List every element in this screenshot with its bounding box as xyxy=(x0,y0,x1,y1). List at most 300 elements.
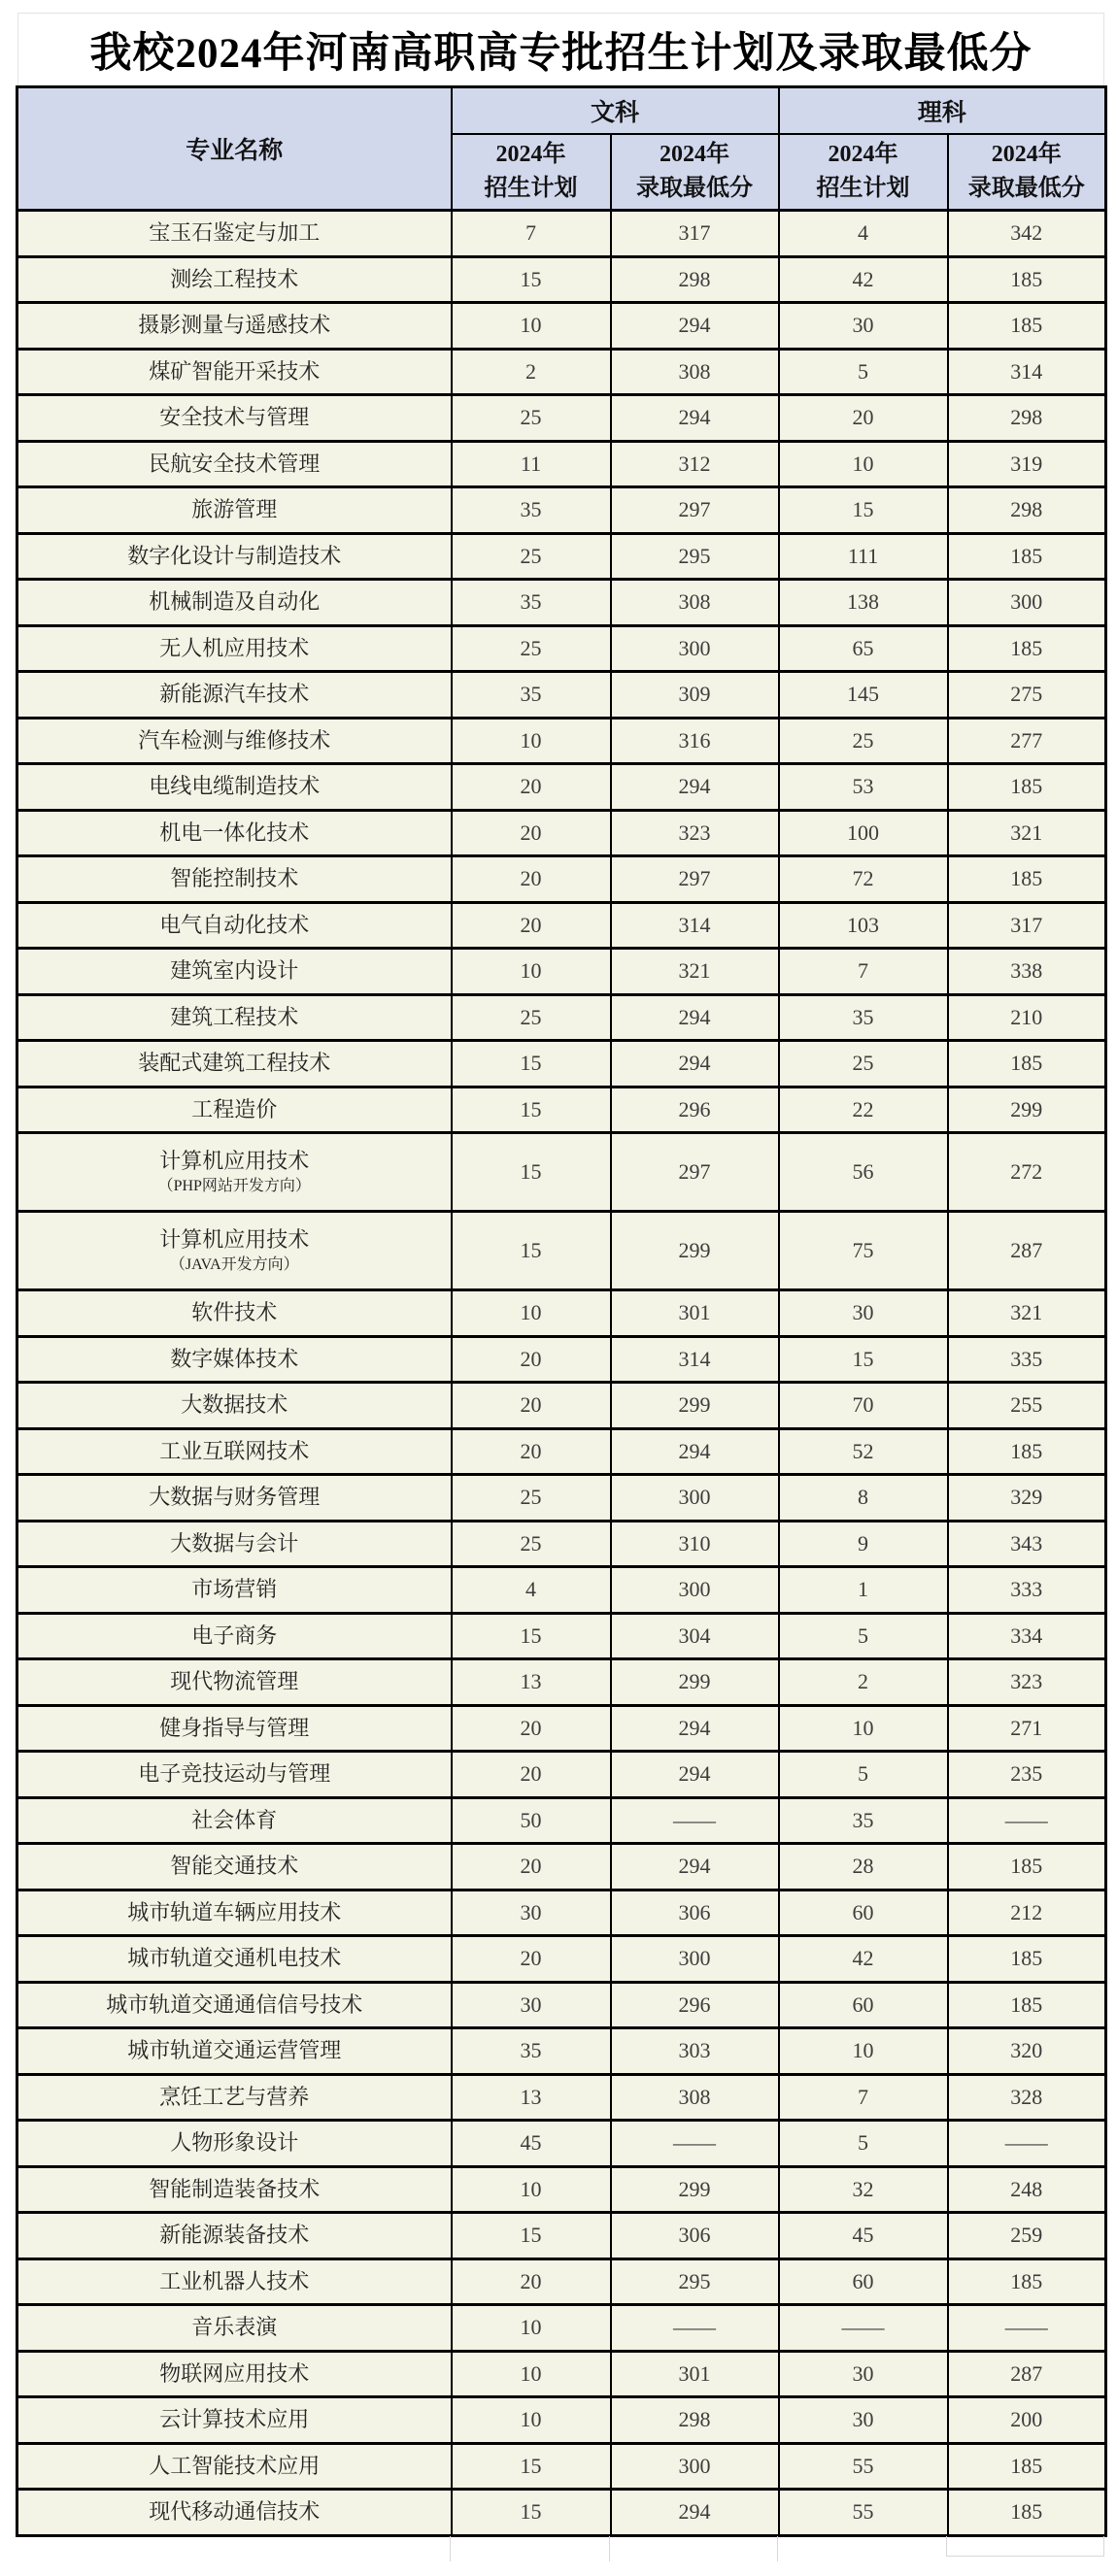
wenke-plan-cell: 15 xyxy=(452,1613,611,1659)
like-plan-cell: 15 xyxy=(779,487,948,534)
wenke-min-cell: 294 xyxy=(611,2490,779,2536)
table-row xyxy=(17,2490,1106,2536)
major-name: 工程造价 xyxy=(191,1096,278,1121)
table-row xyxy=(17,718,1106,764)
header-like-plan-line1: 2024年 xyxy=(828,141,898,167)
page-title: 我校2024年河南高职高专批招生计划及录取最低分 xyxy=(17,13,1104,86)
header-like-plan xyxy=(779,134,948,211)
major-name: 测绘工程技术 xyxy=(170,266,299,291)
like-plan-cell: 30 xyxy=(779,303,948,350)
wenke-min-cell: 299 xyxy=(611,1659,779,1706)
major-name: 计算机应用技术 xyxy=(159,1227,310,1253)
header-like-min xyxy=(948,134,1106,211)
like-min-cell: 185 xyxy=(948,2258,1106,2305)
table-row xyxy=(17,764,1106,811)
wenke-plan-cell: 50 xyxy=(452,1797,611,1844)
table-row xyxy=(17,2443,1106,2490)
major-name-cell xyxy=(17,994,452,1041)
like-min-cell: 334 xyxy=(948,1613,1106,1659)
wenke-min-cell: 297 xyxy=(611,856,779,903)
major-name: 智能交通技术 xyxy=(170,1854,299,1879)
table-row xyxy=(17,1383,1106,1429)
like-min-cell: 185 xyxy=(948,1844,1106,1890)
table-row xyxy=(17,1797,1106,1844)
like-min-cell: 335 xyxy=(948,1336,1106,1383)
wenke-plan-cell: 20 xyxy=(452,902,611,949)
major-name: 民航安全技术管理 xyxy=(149,451,321,476)
like-plan-cell: 35 xyxy=(779,1797,948,1844)
wenke-plan-cell: 10 xyxy=(452,303,611,350)
wenke-min-cell: 300 xyxy=(611,2443,779,2490)
major-name-cell xyxy=(17,1844,452,1890)
major-name-cell xyxy=(17,718,452,764)
faint-gridline-vertical xyxy=(1103,2536,1104,2556)
header-group-row xyxy=(17,87,1106,134)
like-plan-cell: 65 xyxy=(779,625,948,672)
table-row xyxy=(17,487,1106,534)
like-plan-cell: 5 xyxy=(779,349,948,395)
like-plan-cell: 10 xyxy=(779,441,948,487)
major-name: 新能源装备技术 xyxy=(159,2223,310,2248)
table-row xyxy=(17,2397,1106,2444)
table-row xyxy=(17,810,1106,856)
like-min-cell: 259 xyxy=(948,2213,1106,2259)
major-name-cell xyxy=(17,1212,452,1290)
wenke-min-cell: 297 xyxy=(611,487,779,534)
table-row xyxy=(17,1336,1106,1383)
wenke-plan-cell: 10 xyxy=(452,1290,611,1337)
major-name-cell xyxy=(17,1290,452,1337)
like-min-cell: 328 xyxy=(948,2074,1106,2121)
major-name-cell xyxy=(17,2166,452,2213)
wenke-min-cell: 297 xyxy=(611,1133,779,1212)
like-plan-cell: 60 xyxy=(779,1982,948,2028)
major-name-cell xyxy=(17,533,452,580)
major-name-cell xyxy=(17,1936,452,1983)
major-name-direction: （JAVA开发方向） xyxy=(169,1255,299,1273)
major-name-cell xyxy=(17,1475,452,1522)
like-min-cell: 200 xyxy=(948,2397,1106,2444)
wenke-plan-cell: 20 xyxy=(452,1752,611,1798)
major-name: 机电一体化技术 xyxy=(159,820,310,845)
major-name-cell xyxy=(17,949,452,995)
major-name: 智能制造装备技术 xyxy=(149,2176,321,2201)
table-row xyxy=(17,949,1106,995)
table-row xyxy=(17,1521,1106,1567)
like-plan-cell: 9 xyxy=(779,1521,948,1567)
like-min-cell: —— xyxy=(948,1797,1106,1844)
like-plan-cell: 111 xyxy=(779,533,948,580)
like-plan-cell: 45 xyxy=(779,2213,948,2259)
major-name-cell xyxy=(17,672,452,719)
like-plan-cell: 22 xyxy=(779,1087,948,1133)
wenke-min-cell: 306 xyxy=(611,1890,779,1936)
wenke-plan-cell: 45 xyxy=(452,2121,611,2167)
like-min-cell: 212 xyxy=(948,1890,1106,1936)
wenke-min-cell: 309 xyxy=(611,672,779,719)
major-name: 大数据与会计 xyxy=(170,1530,299,1556)
major-name: 城市轨道交通通信信号技术 xyxy=(106,1991,363,2017)
major-name: 旅游管理 xyxy=(191,497,278,522)
table-row xyxy=(17,625,1106,672)
table-row xyxy=(17,2166,1106,2213)
like-plan-cell: 138 xyxy=(779,580,948,626)
wenke-min-cell: —— xyxy=(611,2305,779,2352)
like-plan-cell: 15 xyxy=(779,1336,948,1383)
major-name: 安全技术与管理 xyxy=(159,405,310,430)
major-name: 物联网应用技术 xyxy=(159,2360,310,2386)
like-min-cell: 185 xyxy=(948,303,1106,350)
table-body xyxy=(17,211,1106,2536)
major-name-cell xyxy=(17,2213,452,2259)
like-min-cell: 185 xyxy=(948,533,1106,580)
major-name: 工业机器人技术 xyxy=(159,2268,310,2293)
like-min-cell: 185 xyxy=(948,2490,1106,2536)
table-row xyxy=(17,2121,1106,2167)
like-min-cell: 185 xyxy=(948,1428,1106,1475)
wenke-min-cell: 316 xyxy=(611,718,779,764)
major-name-cell xyxy=(17,2443,452,2490)
like-plan-cell: 35 xyxy=(779,994,948,1041)
wenke-min-cell: 310 xyxy=(611,1521,779,1567)
major-name: 无人机应用技术 xyxy=(159,635,310,660)
table-row xyxy=(17,1428,1106,1475)
wenke-min-cell: 294 xyxy=(611,1041,779,1087)
table-header xyxy=(17,87,1106,211)
major-name: 宝玉石鉴定与加工 xyxy=(149,220,321,246)
wenke-plan-cell: 25 xyxy=(452,625,611,672)
wenke-plan-cell: 13 xyxy=(452,1659,611,1706)
table-row xyxy=(17,1290,1106,1337)
header-major-name: 专业名称 xyxy=(17,87,452,211)
wenke-min-cell: 299 xyxy=(611,2166,779,2213)
major-name: 汽车检测与维修技术 xyxy=(138,727,331,753)
like-min-cell: —— xyxy=(948,2305,1106,2352)
major-name-cell xyxy=(17,303,452,350)
like-plan-cell: 42 xyxy=(779,1936,948,1983)
table-row xyxy=(17,1752,1106,1798)
wenke-min-cell: 294 xyxy=(611,1705,779,1752)
table-row xyxy=(17,1705,1106,1752)
like-plan-cell: 145 xyxy=(779,672,948,719)
wenke-min-cell: 298 xyxy=(611,2397,779,2444)
like-plan-cell: 2 xyxy=(779,1659,948,1706)
table-row xyxy=(17,2258,1106,2305)
major-name-cell xyxy=(17,1041,452,1087)
major-name-cell xyxy=(17,1705,452,1752)
wenke-min-cell: —— xyxy=(611,1797,779,1844)
like-plan-cell: 10 xyxy=(779,1705,948,1752)
major-name: 烹饪工艺与营养 xyxy=(159,2084,310,2109)
header-group-wenke: 文科 xyxy=(452,87,779,134)
table-row xyxy=(17,1133,1106,1212)
table-row xyxy=(17,441,1106,487)
table-row xyxy=(17,533,1106,580)
major-name: 煤矿智能开采技术 xyxy=(149,358,321,384)
like-min-cell: 333 xyxy=(948,1567,1106,1614)
major-name: 数字媒体技术 xyxy=(170,1346,299,1371)
wenke-plan-cell: 35 xyxy=(452,580,611,626)
table-row xyxy=(17,856,1106,903)
like-plan-cell: 70 xyxy=(779,1383,948,1429)
like-min-cell: 185 xyxy=(948,2443,1106,2490)
table-row xyxy=(17,994,1106,1041)
like-min-cell: 271 xyxy=(948,1705,1106,1752)
header-like-min-line1: 2024年 xyxy=(991,141,1062,167)
major-name-cell xyxy=(17,1752,452,1798)
wenke-min-cell: —— xyxy=(611,2121,779,2167)
major-name-cell xyxy=(17,2397,452,2444)
like-min-cell: 300 xyxy=(948,580,1106,626)
like-min-cell: 329 xyxy=(948,1475,1106,1522)
table-row xyxy=(17,1936,1106,1983)
major-name-cell xyxy=(17,441,452,487)
major-name: 社会体育 xyxy=(191,1807,278,1832)
major-name-cell xyxy=(17,2490,452,2536)
wenke-min-cell: 321 xyxy=(611,949,779,995)
wenke-min-cell: 300 xyxy=(611,1936,779,1983)
wenke-min-cell: 296 xyxy=(611,1982,779,2028)
table-row xyxy=(17,1567,1106,1614)
like-plan-cell: 20 xyxy=(779,395,948,442)
major-name-direction: （PHP网站开发方向） xyxy=(157,1177,311,1194)
like-min-cell: 314 xyxy=(948,349,1106,395)
wenke-min-cell: 299 xyxy=(611,1383,779,1429)
table-row xyxy=(17,349,1106,395)
like-plan-cell: 10 xyxy=(779,2028,948,2075)
major-name-cell xyxy=(17,1567,452,1614)
like-plan-cell: 30 xyxy=(779,1290,948,1337)
header-wenke-min xyxy=(611,134,779,211)
wenke-plan-cell: 35 xyxy=(452,2028,611,2075)
like-min-cell: 275 xyxy=(948,672,1106,719)
like-min-cell: 185 xyxy=(948,256,1106,303)
like-min-cell: 255 xyxy=(948,1383,1106,1429)
major-name: 现代移动通信技术 xyxy=(149,2499,321,2525)
like-min-cell: 321 xyxy=(948,810,1106,856)
major-name-cell xyxy=(17,902,452,949)
major-name: 大数据与财务管理 xyxy=(149,1485,321,1510)
major-name-cell xyxy=(17,1613,452,1659)
header-group-like: 理科 xyxy=(779,87,1106,134)
major-name-cell xyxy=(17,2028,452,2075)
table-row xyxy=(17,580,1106,626)
major-name-cell xyxy=(17,1797,452,1844)
like-min-cell: 185 xyxy=(948,1936,1106,1983)
wenke-plan-cell: 10 xyxy=(452,2351,611,2397)
major-name-cell xyxy=(17,1521,452,1567)
major-name-cell xyxy=(17,1890,452,1936)
like-min-cell: 298 xyxy=(948,487,1106,534)
wenke-plan-cell: 35 xyxy=(452,672,611,719)
like-min-cell: 320 xyxy=(948,2028,1106,2075)
wenke-plan-cell: 10 xyxy=(452,718,611,764)
header-wenke-plan-line2: 招生计划 xyxy=(484,175,578,201)
major-name-cell xyxy=(17,1659,452,1706)
like-min-cell: 319 xyxy=(948,441,1106,487)
like-plan-cell: 30 xyxy=(779,2351,948,2397)
wenke-min-cell: 294 xyxy=(611,764,779,811)
like-plan-cell: 56 xyxy=(779,1133,948,1212)
wenke-plan-cell: 10 xyxy=(452,2397,611,2444)
wenke-min-cell: 308 xyxy=(611,580,779,626)
major-name: 装配式建筑工程技术 xyxy=(138,1051,331,1076)
like-plan-cell: 5 xyxy=(779,1613,948,1659)
table-row xyxy=(17,1041,1106,1087)
like-plan-cell: 42 xyxy=(779,256,948,303)
major-name-cell xyxy=(17,256,452,303)
table-row xyxy=(17,902,1106,949)
like-plan-cell: 4 xyxy=(779,211,948,257)
like-plan-cell: 25 xyxy=(779,718,948,764)
like-min-cell: 287 xyxy=(948,1212,1106,1290)
like-min-cell: 248 xyxy=(948,2166,1106,2213)
major-name: 建筑室内设计 xyxy=(170,958,299,984)
table-row xyxy=(17,2074,1106,2121)
table-row xyxy=(17,1659,1106,1706)
major-name-cell xyxy=(17,2121,452,2167)
wenke-min-cell: 303 xyxy=(611,2028,779,2075)
wenke-plan-cell: 13 xyxy=(452,2074,611,2121)
wenke-min-cell: 294 xyxy=(611,395,779,442)
major-name: 城市轨道交通运营管理 xyxy=(127,2038,342,2063)
like-plan-cell: 28 xyxy=(779,1844,948,1890)
like-plan-cell: 55 xyxy=(779,2490,948,2536)
major-name: 电线电缆制造技术 xyxy=(149,774,321,799)
wenke-min-cell: 308 xyxy=(611,349,779,395)
wenke-plan-cell: 20 xyxy=(452,1705,611,1752)
table-row xyxy=(17,1087,1106,1133)
wenke-plan-cell: 10 xyxy=(452,949,611,995)
major-name-cell xyxy=(17,1133,452,1212)
table-row xyxy=(17,211,1106,257)
wenke-plan-cell: 30 xyxy=(452,1890,611,1936)
table-row xyxy=(17,1890,1106,1936)
like-min-cell: 277 xyxy=(948,718,1106,764)
major-name: 城市轨道车辆应用技术 xyxy=(127,1899,342,1924)
wenke-plan-cell: 15 xyxy=(452,2213,611,2259)
like-min-cell: 185 xyxy=(948,1982,1106,2028)
wenke-min-cell: 294 xyxy=(611,994,779,1041)
major-name: 电子商务 xyxy=(191,1623,278,1648)
header-wenke-plan xyxy=(452,134,611,211)
like-plan-cell: 7 xyxy=(779,949,948,995)
like-plan-cell: 5 xyxy=(779,2121,948,2167)
wenke-plan-cell: 20 xyxy=(452,810,611,856)
wenke-plan-cell: 25 xyxy=(452,994,611,1041)
like-plan-cell: 100 xyxy=(779,810,948,856)
major-name: 建筑工程技术 xyxy=(170,1004,299,1029)
table-row xyxy=(17,1475,1106,1522)
like-min-cell: —— xyxy=(948,2121,1106,2167)
wenke-min-cell: 300 xyxy=(611,625,779,672)
like-plan-cell: 52 xyxy=(779,1428,948,1475)
wenke-plan-cell: 25 xyxy=(452,1475,611,1522)
major-name-cell xyxy=(17,1383,452,1429)
like-plan-cell: 60 xyxy=(779,2258,948,2305)
wenke-plan-cell: 20 xyxy=(452,1383,611,1429)
like-plan-cell: 60 xyxy=(779,1890,948,1936)
like-min-cell: 323 xyxy=(948,1659,1106,1706)
wenke-min-cell: 296 xyxy=(611,1087,779,1133)
table-row xyxy=(17,2305,1106,2352)
wenke-plan-cell: 15 xyxy=(452,1087,611,1133)
wenke-min-cell: 299 xyxy=(611,1212,779,1290)
like-plan-cell: —— xyxy=(779,2305,948,2352)
table-row xyxy=(17,1212,1106,1290)
wenke-plan-cell: 4 xyxy=(452,1567,611,1614)
major-name: 计算机应用技术 xyxy=(159,1149,310,1174)
wenke-min-cell: 317 xyxy=(611,211,779,257)
like-plan-cell: 32 xyxy=(779,2166,948,2213)
wenke-plan-cell: 11 xyxy=(452,441,611,487)
like-min-cell: 343 xyxy=(948,1521,1106,1567)
major-name-cell xyxy=(17,211,452,257)
wenke-plan-cell: 20 xyxy=(452,1844,611,1890)
like-plan-cell: 103 xyxy=(779,902,948,949)
wenke-plan-cell: 15 xyxy=(452,2443,611,2490)
like-plan-cell: 30 xyxy=(779,2397,948,2444)
table-row xyxy=(17,672,1106,719)
wenke-plan-cell: 25 xyxy=(452,533,611,580)
major-name-cell xyxy=(17,2074,452,2121)
wenke-min-cell: 312 xyxy=(611,441,779,487)
major-name-cell xyxy=(17,1336,452,1383)
faint-gridline-vertical xyxy=(609,2536,610,2561)
table-row xyxy=(17,303,1106,350)
faint-gridline-vertical xyxy=(450,2536,451,2561)
major-name: 电子竞技运动与管理 xyxy=(138,1761,331,1787)
major-name: 现代物流管理 xyxy=(170,1669,299,1694)
major-name-cell xyxy=(17,856,452,903)
admissions-table xyxy=(16,85,1107,2537)
wenke-min-cell: 300 xyxy=(611,1567,779,1614)
table-row xyxy=(17,1982,1106,2028)
like-plan-cell: 25 xyxy=(779,1041,948,1087)
like-plan-cell: 7 xyxy=(779,2074,948,2121)
major-name-cell xyxy=(17,580,452,626)
like-min-cell: 272 xyxy=(948,1133,1106,1212)
major-name: 健身指导与管理 xyxy=(159,1715,310,1740)
wenke-min-cell: 294 xyxy=(611,1428,779,1475)
wenke-plan-cell: 30 xyxy=(452,1982,611,2028)
faint-gridline-horizontal xyxy=(946,2556,1104,2557)
wenke-plan-cell: 25 xyxy=(452,1521,611,1567)
wenke-min-cell: 301 xyxy=(611,2351,779,2397)
like-plan-cell: 53 xyxy=(779,764,948,811)
major-name-cell xyxy=(17,1428,452,1475)
major-name: 城市轨道交通机电技术 xyxy=(127,1946,342,1971)
wenke-min-cell: 304 xyxy=(611,1613,779,1659)
major-name: 工业互联网技术 xyxy=(159,1438,310,1463)
faint-gridline-vertical xyxy=(946,2536,947,2556)
table-row xyxy=(17,1613,1106,1659)
major-name: 大数据技术 xyxy=(181,1392,288,1418)
major-name: 新能源汽车技术 xyxy=(159,682,310,707)
table-row xyxy=(17,2351,1106,2397)
wenke-min-cell: 298 xyxy=(611,256,779,303)
wenke-plan-cell: 10 xyxy=(452,2305,611,2352)
major-name: 音乐表演 xyxy=(191,2315,278,2340)
like-plan-cell: 5 xyxy=(779,1752,948,1798)
major-name: 云计算技术应用 xyxy=(159,2407,310,2432)
wenke-min-cell: 294 xyxy=(611,1752,779,1798)
like-min-cell: 185 xyxy=(948,625,1106,672)
wenke-plan-cell: 20 xyxy=(452,1428,611,1475)
major-name-cell xyxy=(17,487,452,534)
wenke-min-cell: 295 xyxy=(611,533,779,580)
wenke-plan-cell: 15 xyxy=(452,1133,611,1212)
